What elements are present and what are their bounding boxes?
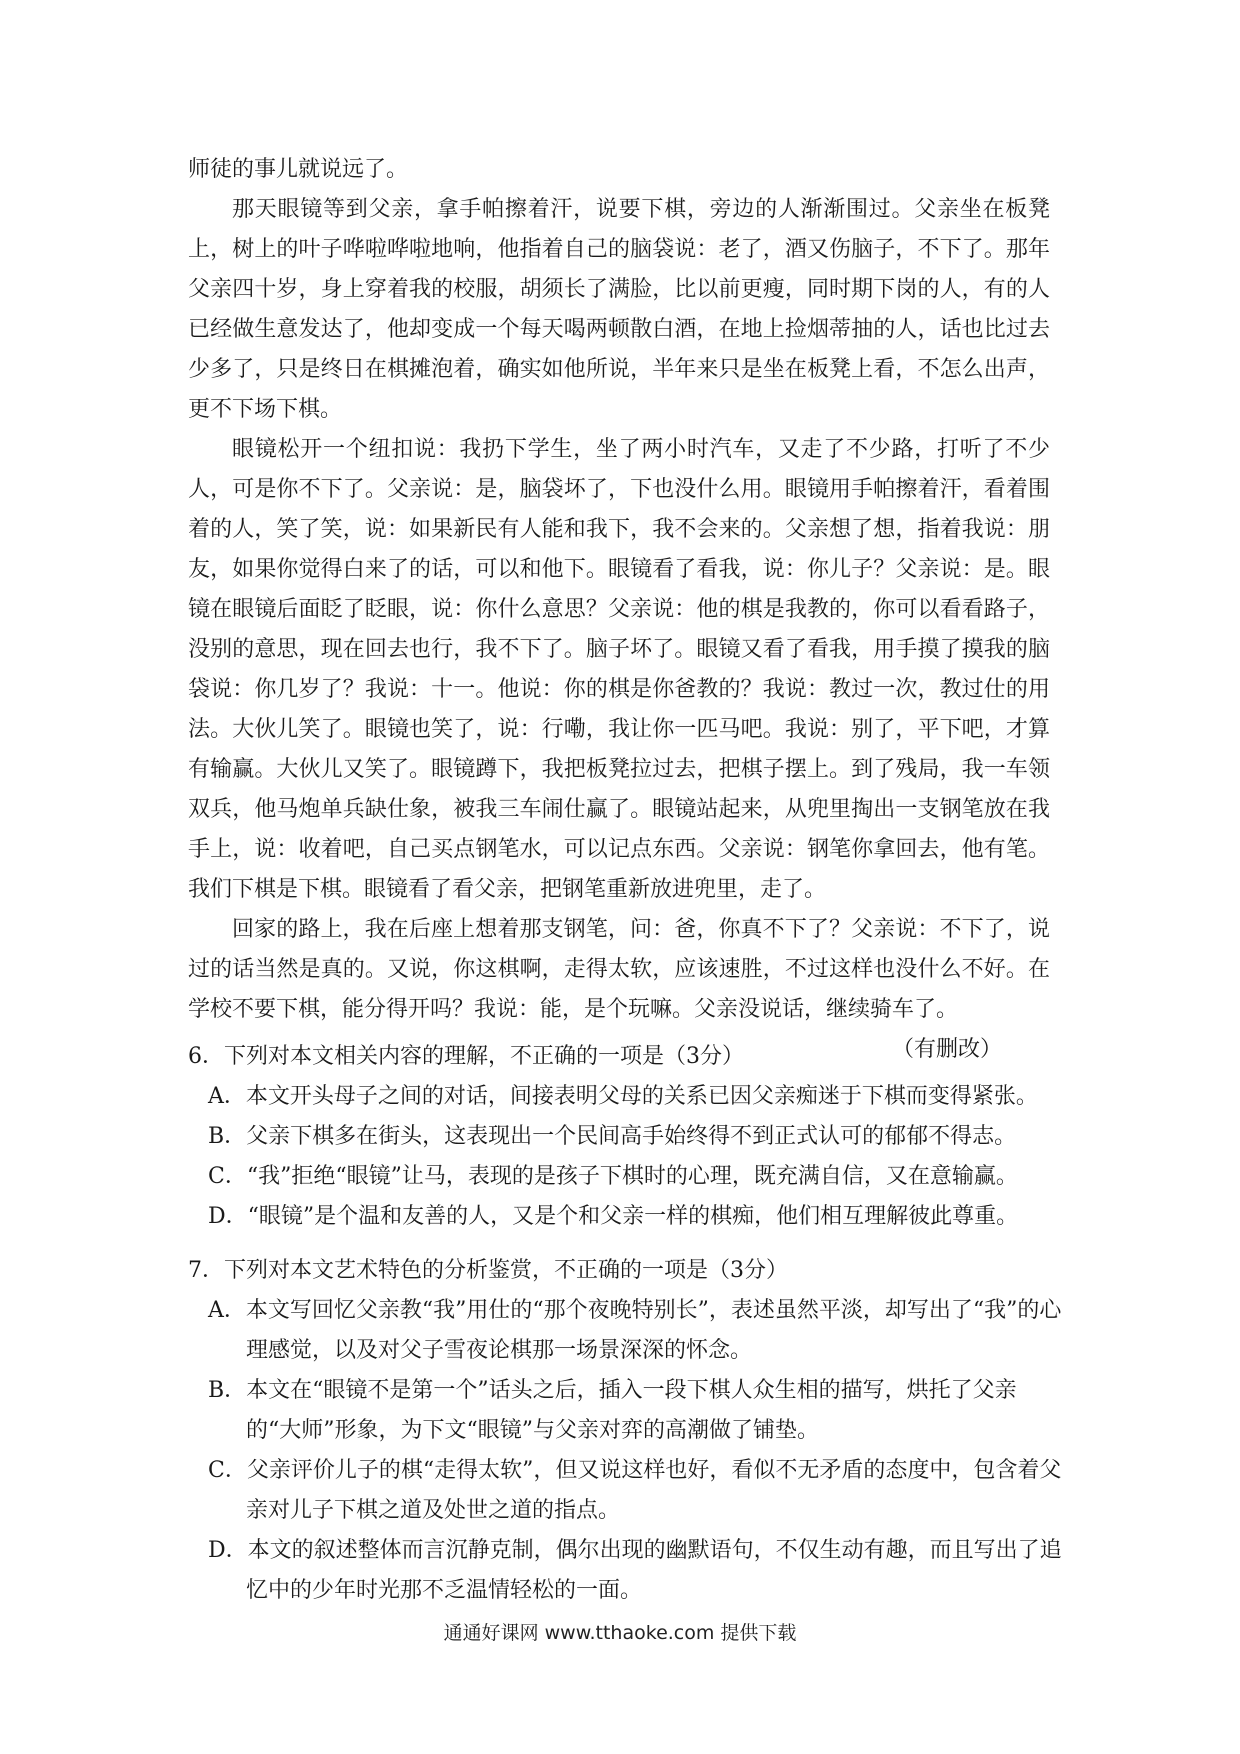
page-footer: 通通好课网 www.tthaoke.com 提供下载 [443, 1622, 797, 1644]
question-stem: 7．下列对本文艺术特色的分析鉴赏，不正确的一项是（3分） [188, 1258, 788, 1283]
option-c: C．父亲评价儿子的棋“走得太软”，但又说这样也好，看似不无矛盾的态度中，包含着父亲对儿子下棋之道及处世之道的指点。 [208, 1458, 1062, 1523]
option-d: D．本文的叙述整体而言沉静克制，偶尔出现的幽默语句，不仅生动有趣，而且写出了追忆中的少年时光那不乏温情轻松的一面。 [208, 1538, 1062, 1603]
option-d: D．“眼镜”是个温和友善的人，又是个和父亲一样的棋痴，他们相互理解彼此尊重。 [208, 1204, 1019, 1229]
question-stem: 6．下列对本文相关内容的理解，不正确的一项是（3分） [188, 1044, 744, 1069]
option-c: C．“我”拒绝“眼镜”让马，表现的是孩子下棋时的心理，既充满自信，又在意输赢。 [208, 1164, 1018, 1189]
option-list [188, 1291, 1068, 1611]
question-6 [188, 1037, 1068, 1237]
question-7 [188, 1251, 1068, 1611]
option-b: B．本文在“眼镜不是第一个”话头之后，插入一段下棋人众生相的描写，烘托了父亲的“大师”形象，为下文“眼镜”与父亲对弈的高潮做了铺垫。 [208, 1378, 1017, 1443]
passage-paragraph: 那天眼镜等到父亲，拿手帕擦着汗，说要下棋，旁边的人渐渐围过。父亲坐在板凳上，树上的叶子哗啦哗啦地响，他指着自己的脑袋说：老了，酒又伤脑子，不下了。那年父亲四十岁，身上穿着我的校服，胡须长了满脸，比以前更瘦，同时期下岗的人，有的人已经做生意发达了，他却变成一个每天喝两顿散白酒，在地上捡烟蒂抽的人，话也比过去少多了，只是终日在棋摊泡着，确实如他所说，半年来只是坐在板凳上看，不怎么出声，更不下场下棋。 [188, 197, 1050, 422]
reading-passage [188, 150, 1050, 1070]
option-a: A．本文写回忆父亲教“我”用仕的“那个夜晚特别长”，表述虽然平淡，却写出了“我”的心理感觉，以及对父子雪夜论棋那一场景深深的怀念。 [208, 1298, 1062, 1363]
passage-paragraph: 师徒的事儿就说远了。 [188, 157, 409, 182]
option-a: A．本文开头母子之间的对话，间接表明父母的关系已因父亲痴迷于下棋而变得紧张。 [208, 1084, 1038, 1109]
passage-paragraph: 眼镜松开一个纽扣说：我扔下学生，坐了两小时汽车，又走了不少路，打听了不少人，可是你不下了。父亲说：是，脑袋坏了，下也没什么用。眼镜用手帕擦着汗，看着围着的人，笑了笑，说：如果新民有人能和我下，我不会来的。父亲想了想，指着我说：朋友，如果你觉得白来了的话，可以和他下。眼镜看了看我，说：你儿子？父亲说：是。眼镜在眼镜后面眨了眨眼，说：你什么意思？父亲说：他的棋是我教的，你可以看看路子，没别的意思，现在回去也行，我不下了。脑子坏了。眼镜又看了看我，用手摸了摸我的脑袋说：你几岁了？我说：十一。他说：你的棋是你爸教的？我说：教过一次，教过仕的用法。大伙儿笑了。眼镜也笑了，说：行嘞，我让你一匹马吧。我说：别了，平下吧，才算有输赢。大伙儿又笑了。眼镜蹲下，我把板凳拉过去，把棋子摆上。到了残局，我一车领双兵，他马炮单兵缺仕象，被我三车闹仕赢了。眼镜站起来，从兜里掏出一支钢笔放在我手上，说：收着吧，自己买点钢笔水，可以记点东西。父亲说：钢笔你拿回去，他有笔。我们下棋是下棋。眼镜看了看父亲，把钢笔重新放进兜里，走了。 [188, 437, 1050, 902]
option-b: B．父亲下棋多在街头，这表现出一个民间高手始终得不到正式认可的郁郁不得志。 [208, 1124, 1017, 1149]
abridged-note: （有删改） [891, 1037, 1002, 1062]
question-section [188, 1037, 1068, 1625]
option-list [188, 1077, 1068, 1237]
passage-paragraph: 回家的路上，我在后座上想着那支钢笔，问：爸，你真不下了？父亲说：不下了，说过的话当然是真的。又说，你这棋啊，走得太软，应该速胜，不过这样也没什么不好。在学校不要下棋，能分得开吗？我说：能，是个玩嘛。父亲没说话，继续骑车了。 [188, 917, 1050, 1022]
